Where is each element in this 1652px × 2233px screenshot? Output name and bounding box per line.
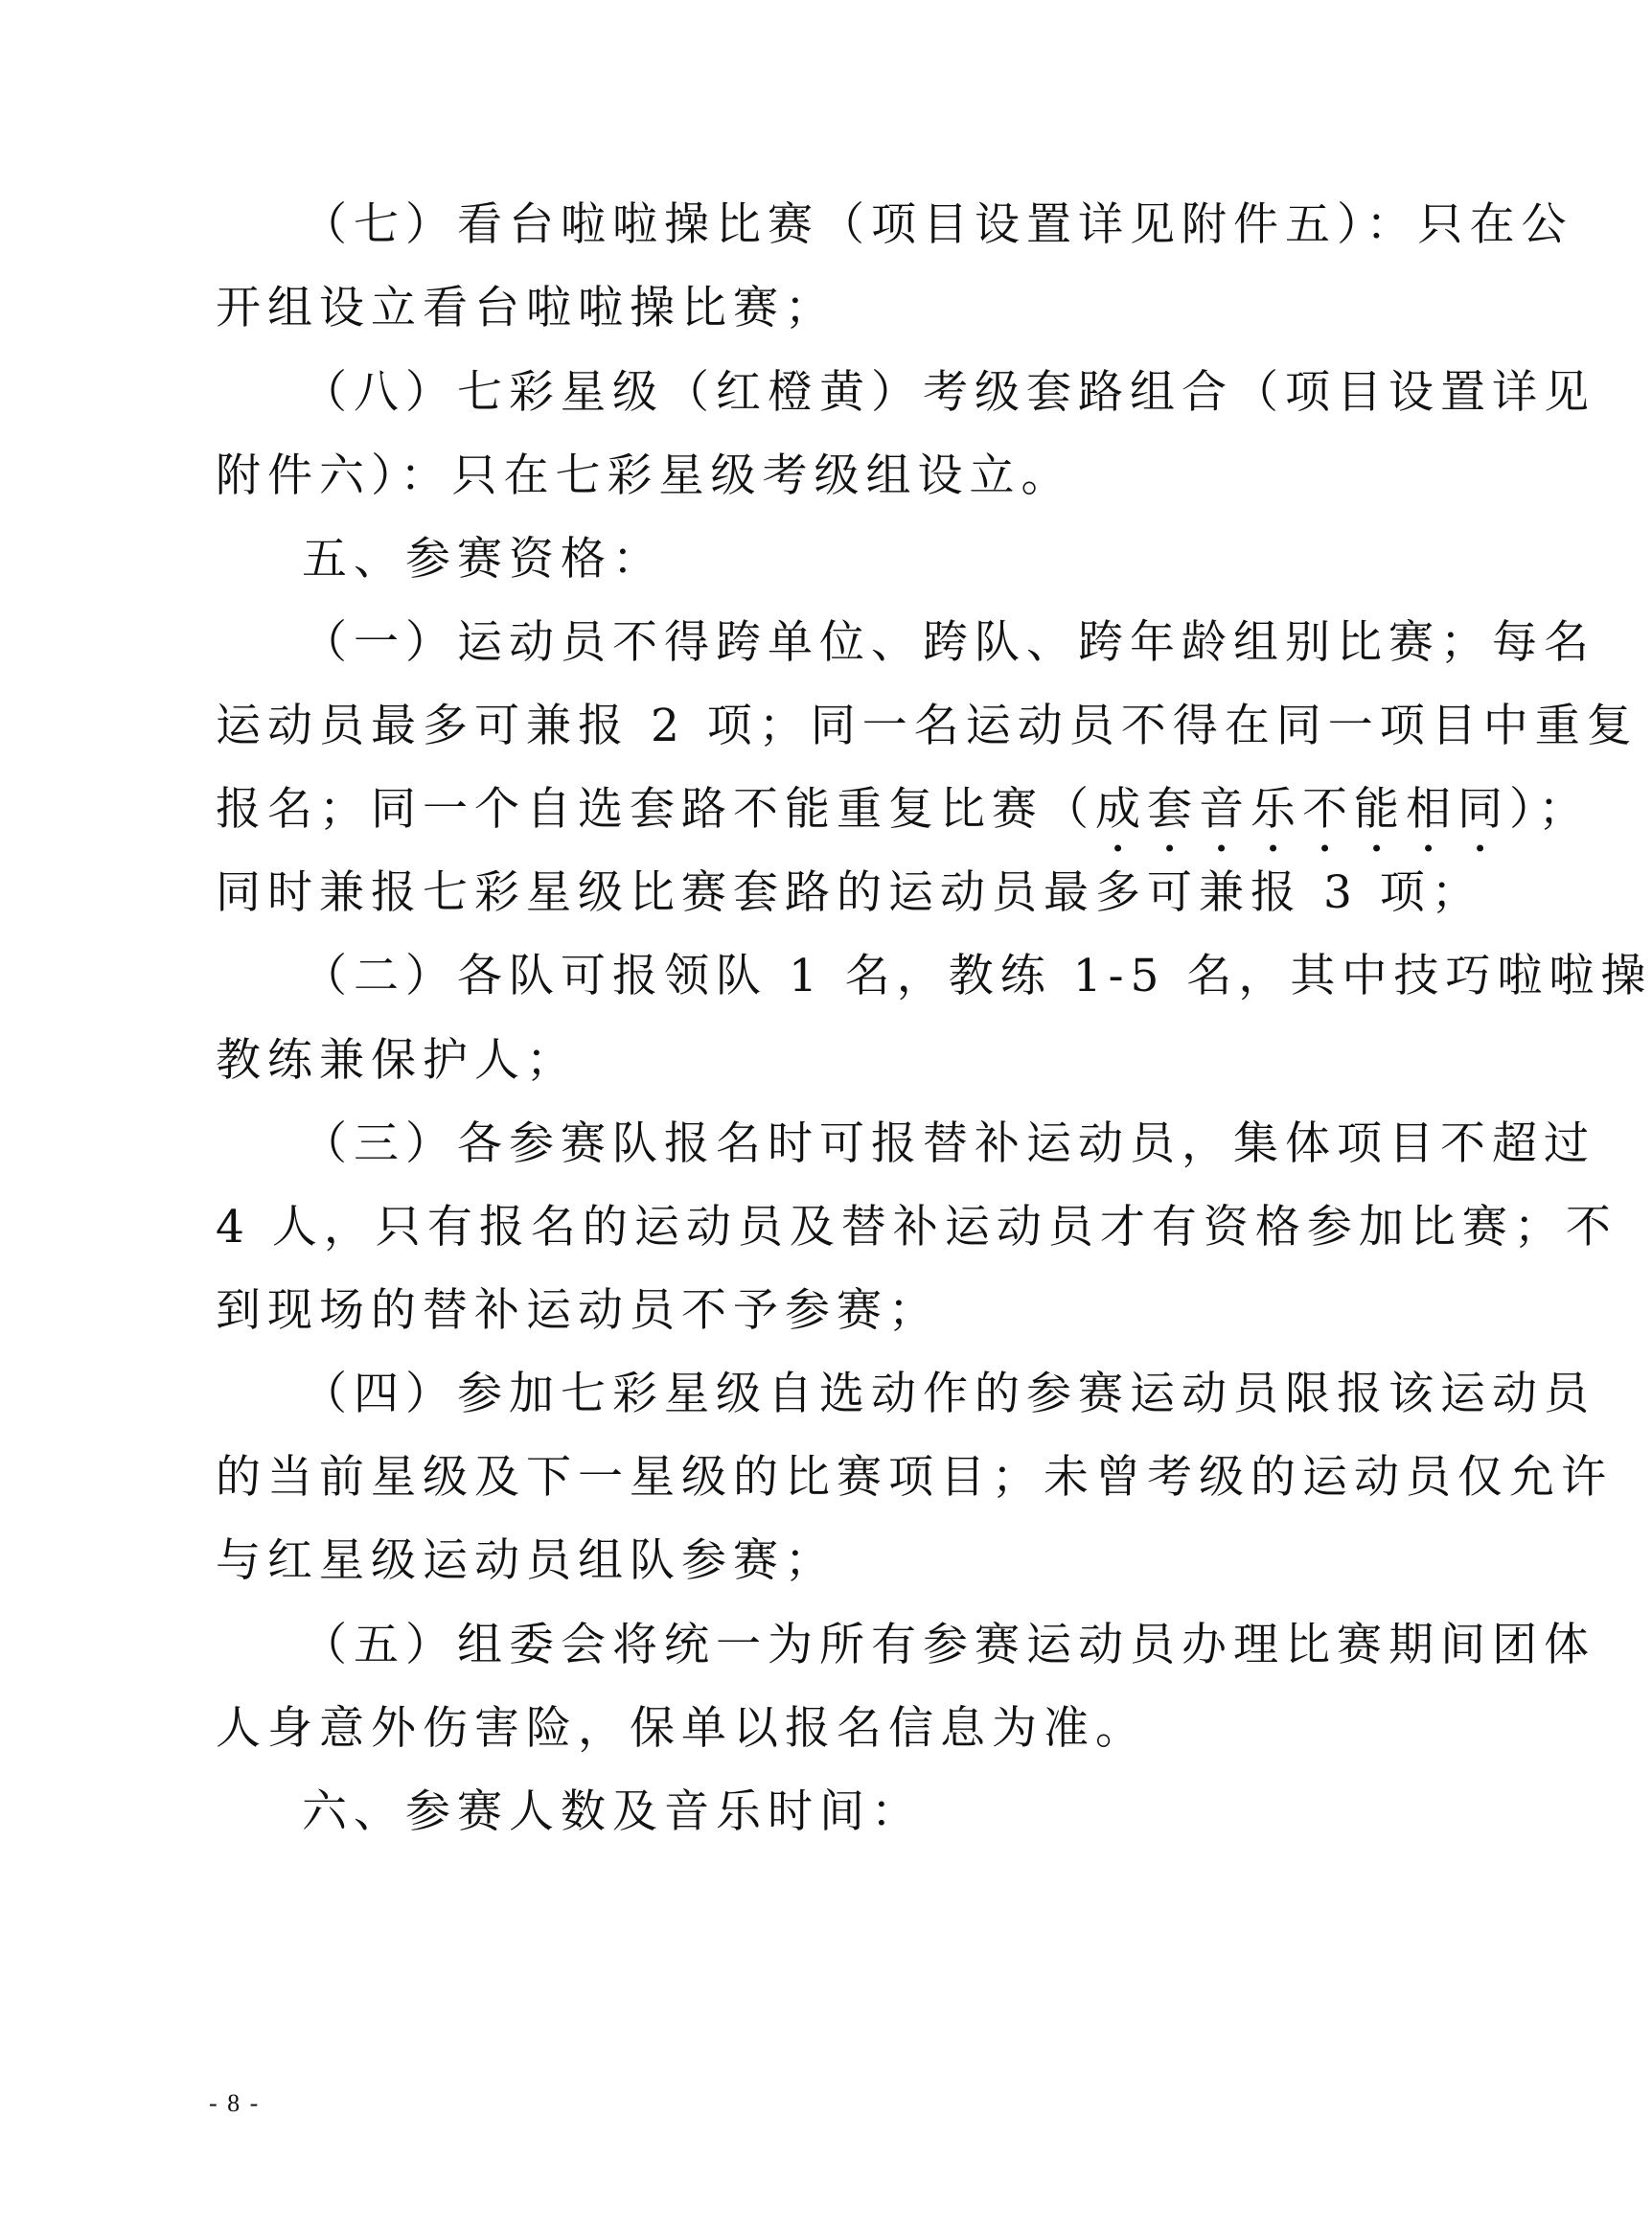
paragraph-line: 与红星级运动员组队参赛； — [216, 1534, 837, 1587]
paragraph-line: （七）看台啦啦操比赛（项目设置详见附件五）：只在公 — [302, 198, 1573, 251]
paragraph-line: 教练兼保护人； — [216, 1034, 578, 1087]
paragraph-line: （一）运动员不得跨单位、跨队、跨年龄组别比赛；每名 — [302, 616, 1595, 669]
paragraph-line: （二）各队可报领队 1 名，教练 1-5 名，其中技巧啦啦操 — [302, 950, 1652, 1002]
paragraph-line: 人身意外伤害险，保单以报名信息为准。 — [216, 1702, 1147, 1755]
paragraph-line: 同时兼报七彩星级比赛套路的运动员最多可兼报 3 项； — [216, 866, 1483, 919]
paragraph-text: ； — [1538, 783, 1591, 836]
paragraph-line: 4 人，只有报名的运动员及替补运动员才有资格参加比赛；不 — [216, 1201, 1618, 1254]
paragraph-text: 报名；同一个自选套路不能重复比赛 — [216, 783, 1044, 836]
section-heading: 五、参赛资格： — [302, 533, 664, 586]
emphasized-text: （成套音乐不能相同） — [1044, 783, 1539, 836]
section-heading: 六、参赛人数及音乐时间： — [302, 1785, 923, 1838]
paragraph-line: （五）组委会将统一为所有参赛运动员办理比赛期间团体 — [302, 1619, 1595, 1671]
paragraph-line: 开组设立看台啦啦操比赛； — [216, 282, 837, 334]
paragraph-line: 的当前星级及下一星级的比赛项目；未曾考级的运动员仅允许 — [216, 1451, 1613, 1504]
page-number: - 8 - — [209, 2089, 261, 2117]
paragraph-line: 附件六）：只在七彩星级考级组设立。 — [216, 449, 1073, 502]
paragraph-line: 运动员最多可兼报 2 项；同一名运动员不得在同一项目中重复 — [216, 700, 1639, 752]
paragraph-line: （八）七彩星级（红橙黄）考级套路组合（项目设置详见 — [302, 366, 1595, 419]
paragraph-line: 到现场的替补运动员不予参赛； — [216, 1284, 940, 1337]
paragraph-line: （三）各参赛队报名时可报替补运动员，集体项目不超过 — [302, 1117, 1595, 1170]
paragraph-line — [216, 781, 1591, 839]
paragraph-line: （四）参加七彩星级自选动作的参赛运动员限报该运动员 — [302, 1368, 1595, 1420]
